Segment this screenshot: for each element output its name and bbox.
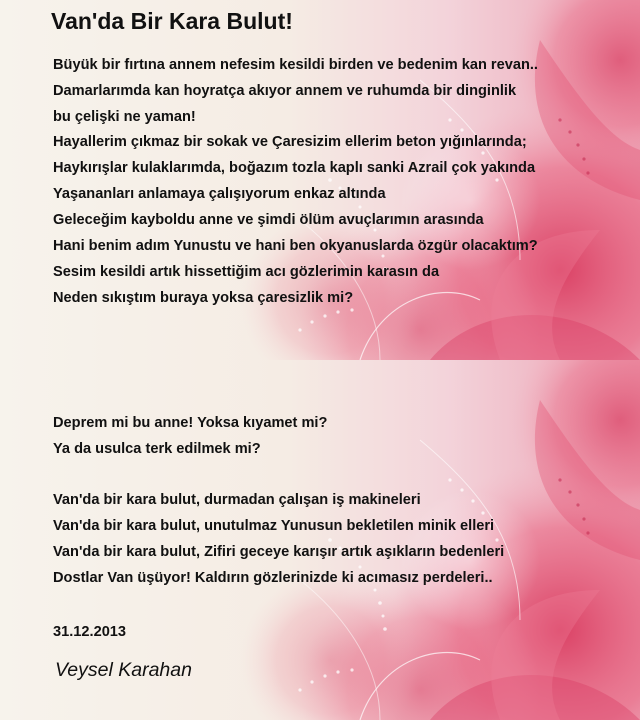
poem-line: Van'da bir kara bulut, unutulmaz Yunusun bekletilen minik elleri: [53, 518, 495, 534]
poem-line: Sesim kesildi artık hissettiğim acı gözlerimin karasın da: [53, 264, 440, 280]
poem-line: Ya da usulca terk edilmek mi?: [53, 441, 261, 457]
poem-panel-bottom: [0, 360, 640, 720]
poem-author: Veysel Karahan: [55, 659, 192, 681]
poem-line: Deprem mi bu anne! Yoksa kıyamet mi?: [53, 415, 328, 431]
poem-date: 31.12.2013: [53, 624, 127, 640]
poem-line: bu çelişki ne yaman!: [53, 109, 196, 125]
poem-line: Yaşananları anlamaya çalışıyorum enkaz altında: [53, 186, 386, 202]
poem-line: Dostlar Van üşüyor! Kaldırın gözlerinizde ki acımasız perdeleri..: [53, 570, 493, 586]
poem-line: Hani benim adım Yunustu ve hani ben okyanuslarda özgür olacaktım?: [53, 238, 538, 254]
poem-text-bottom: [0, 360, 640, 720]
poem-line: Van'da bir kara bulut, durmadan çalışan iş makineleri: [53, 492, 421, 508]
poem-line: Damarlarımda kan hoyratça akıyor annem ve ruhumda bir dinginlik: [53, 83, 517, 99]
poem-line: Geleceğim kayboldu anne ve şimdi ölüm avuçlarımın arasında: [53, 212, 484, 228]
poem-line: Haykırışlar kulaklarımda, boğazım tozla kaplı sanki Azrail çok yakında: [53, 160, 536, 176]
poem-title: Van'da Bir Kara Bulut!: [51, 8, 293, 34]
poem-line: Hayallerim çıkmaz bir sokak ve Çaresizim ellerim beton yığınlarında;: [53, 134, 527, 150]
poem-line: Büyük bir fırtına annem nefesim kesildi birden ve bedenim kan revan..: [53, 57, 538, 73]
poem-line: Van'da bir kara bulut, Zifiri geceye karışır artık aşıkların bedenleri: [53, 544, 505, 560]
poem-line: Neden sıkıştım buraya yoksa çaresizlik mi?: [53, 290, 354, 306]
